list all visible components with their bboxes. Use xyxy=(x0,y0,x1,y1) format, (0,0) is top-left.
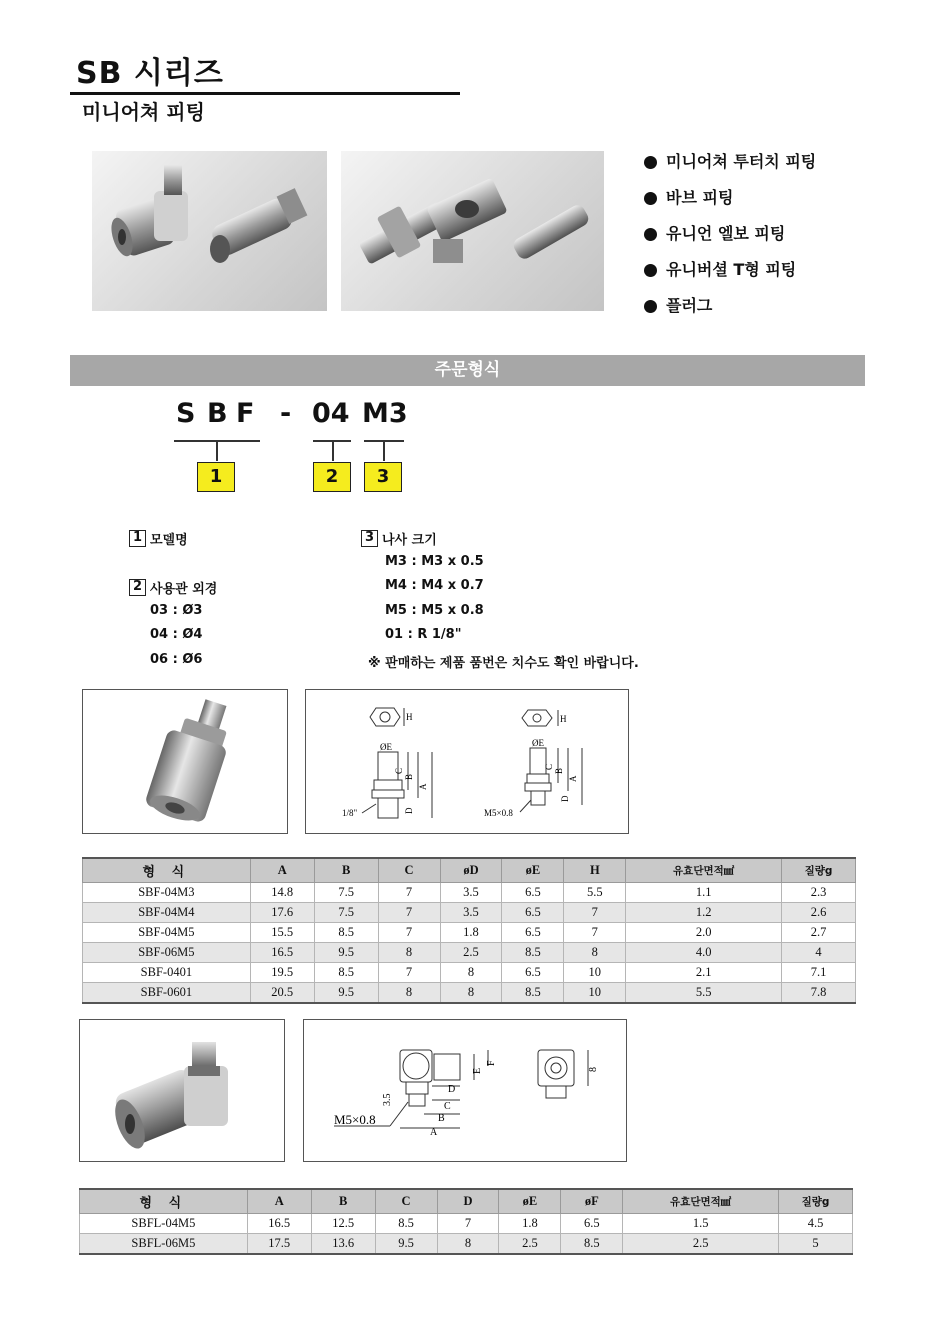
value-cell: 8 xyxy=(437,1234,499,1255)
legend-label: 나사 크기 xyxy=(382,533,437,548)
value-cell: 17.6 xyxy=(250,903,314,923)
dim-label-thread-m5: M5×0.8 xyxy=(484,808,513,818)
value-cell: 17.5 xyxy=(247,1234,311,1255)
code-box-3: 3 xyxy=(364,462,402,492)
legend-num-box: 1 xyxy=(129,530,146,547)
code-char-s: S xyxy=(176,398,196,429)
value-cell: 8.5 xyxy=(375,1214,437,1234)
col-header: 형 식 xyxy=(80,1189,248,1214)
value-cell: 3.5 xyxy=(440,903,502,923)
value-cell: 4.0 xyxy=(626,943,782,963)
value-cell: 15.5 xyxy=(250,923,314,943)
value-cell: 8.5 xyxy=(561,1234,623,1255)
value-cell: 2.1 xyxy=(626,963,782,983)
order-note: ※ 판매하는 제품 품번은 치수도 확인 바랍니다. xyxy=(368,656,639,671)
feature-label: 바브 피팅 xyxy=(666,188,734,207)
value-cell: 7.1 xyxy=(782,963,856,983)
value-cell: 8 xyxy=(564,943,626,963)
col-header: B xyxy=(311,1189,375,1214)
value-cell: 1.8 xyxy=(440,923,502,943)
table-row xyxy=(80,1214,853,1234)
col-header: C xyxy=(378,858,440,883)
code-tube-size: 04 xyxy=(312,398,350,429)
col-header: D xyxy=(437,1189,499,1214)
value-cell: 8 xyxy=(378,943,440,963)
table-row xyxy=(83,883,856,903)
col-header: 유효단면적㎟ xyxy=(626,858,782,883)
value-cell: 1.1 xyxy=(626,883,782,903)
legend-thread xyxy=(361,529,437,548)
model-cell: SBFL-04M5 xyxy=(80,1214,248,1234)
thread-option: M4 : M4 x 0.7 xyxy=(385,578,484,593)
value-cell: 7 xyxy=(378,903,440,923)
feature-item xyxy=(644,144,816,180)
table-row xyxy=(80,1234,853,1255)
value-cell: 4.5 xyxy=(779,1214,853,1234)
value-cell: 13.6 xyxy=(311,1234,375,1255)
dim-label-b2: B xyxy=(554,767,564,774)
feature-item xyxy=(644,180,816,216)
dim-label-c2: C xyxy=(544,763,554,770)
value-cell: 8.5 xyxy=(502,983,564,1004)
dim-label-e2: ØE xyxy=(532,738,544,748)
value-cell: 1.5 xyxy=(623,1214,779,1234)
model-cell: SBF-06M5 xyxy=(83,943,251,963)
value-cell: 2.7 xyxy=(782,923,856,943)
col-header: 형 식 xyxy=(83,858,251,883)
code-dash: - xyxy=(280,398,292,429)
model-cell: SBF-04M5 xyxy=(83,923,251,943)
value-cell: 6.5 xyxy=(502,923,564,943)
dim-label-d2: D xyxy=(560,795,570,802)
col-header: øE xyxy=(499,1189,561,1214)
thread-option: M5 : M5 x 0.8 xyxy=(385,603,484,618)
table-row xyxy=(83,963,856,983)
sbfl-dimension-drawing xyxy=(303,1019,627,1162)
bullet-icon xyxy=(644,300,657,313)
dim-label-35: 3.5 xyxy=(382,1093,393,1106)
dim-label-f: F xyxy=(486,1060,497,1066)
legend-model xyxy=(129,529,188,548)
bullet-icon xyxy=(644,228,657,241)
dim-label-8: 8 xyxy=(588,1067,599,1072)
value-cell: 1.2 xyxy=(626,903,782,923)
title-underline xyxy=(70,92,460,95)
value-cell: 10 xyxy=(564,963,626,983)
sbf-dimension-drawing xyxy=(305,689,629,834)
tube-option: 03 : Ø3 xyxy=(150,603,203,618)
bullet-icon xyxy=(644,156,657,169)
value-cell: 7 xyxy=(378,923,440,943)
value-cell: 12.5 xyxy=(311,1214,375,1234)
product-photo-elbow-barb xyxy=(92,151,327,311)
value-cell: 7 xyxy=(378,883,440,903)
product-photo-union-tee-barb xyxy=(341,151,604,311)
model-cell: SBF-04M4 xyxy=(83,903,251,923)
table-row xyxy=(83,923,856,943)
spec-table-sbfl xyxy=(79,1188,853,1255)
value-cell: 2.0 xyxy=(626,923,782,943)
model-cell: SBF-0601 xyxy=(83,983,251,1004)
col-header: øF xyxy=(561,1189,623,1214)
value-cell: 19.5 xyxy=(250,963,314,983)
feature-item xyxy=(644,288,816,324)
col-header: C xyxy=(375,1189,437,1214)
legend-num-box: 3 xyxy=(361,530,378,547)
value-cell: 9.5 xyxy=(314,943,378,963)
spec-table-sbf xyxy=(82,857,856,1004)
dim-label-thread-m5: M5×0.8 xyxy=(334,1112,376,1127)
dim-label-b: B xyxy=(438,1113,445,1124)
value-cell: 7 xyxy=(378,963,440,983)
col-header: A xyxy=(247,1189,311,1214)
code-thread: M3 xyxy=(362,398,408,429)
value-cell: 14.8 xyxy=(250,883,314,903)
order-format-bar: 주문형식 xyxy=(70,355,865,386)
value-cell: 8.5 xyxy=(502,943,564,963)
feature-label: 유니버셜 T형 피팅 xyxy=(666,260,797,279)
value-cell: 10 xyxy=(564,983,626,1004)
value-cell: 7.5 xyxy=(314,883,378,903)
value-cell: 3.5 xyxy=(440,883,502,903)
code-box-2: 2 xyxy=(313,462,351,492)
value-cell: 2.5 xyxy=(623,1234,779,1255)
model-cell: SBF-0401 xyxy=(83,963,251,983)
page-subtitle: 미니어쳐 피팅 xyxy=(82,100,205,124)
table-row xyxy=(83,983,856,1004)
connector-2 xyxy=(332,440,334,461)
code-char-f: F xyxy=(236,398,255,429)
dim-label-c: C xyxy=(444,1101,451,1112)
bullet-icon xyxy=(644,192,657,205)
value-cell: 5.5 xyxy=(564,883,626,903)
value-cell: 20.5 xyxy=(250,983,314,1004)
col-header: B xyxy=(314,858,378,883)
dim-label-a2: A xyxy=(568,775,578,782)
value-cell: 4 xyxy=(782,943,856,963)
col-header: 유효단면적㎟ xyxy=(623,1189,779,1214)
dim-label-h: H xyxy=(406,712,413,722)
legend-label: 사용관 외경 xyxy=(150,582,218,597)
value-cell: 6.5 xyxy=(502,963,564,983)
dim-label-thread-18: 1/8" xyxy=(342,808,358,818)
value-cell: 6.5 xyxy=(502,903,564,923)
connector-3 xyxy=(383,440,385,461)
thread-option: 01 : R 1/8" xyxy=(385,627,462,642)
value-cell: 5.5 xyxy=(626,983,782,1004)
value-cell: 9.5 xyxy=(375,1234,437,1255)
col-header: øD xyxy=(440,858,502,883)
feature-label: 미니어쳐 투터치 피팅 xyxy=(666,152,817,171)
code-box-1: 1 xyxy=(197,462,235,492)
code-char-b: B xyxy=(207,398,228,429)
dim-label-h2: H xyxy=(560,714,567,724)
value-cell: 8.5 xyxy=(314,923,378,943)
value-cell: 7 xyxy=(564,903,626,923)
value-cell: 16.5 xyxy=(247,1214,311,1234)
legend-tube xyxy=(129,578,217,597)
dim-label-e: E xyxy=(472,1067,483,1074)
feature-list xyxy=(644,144,816,324)
value-cell: 2.6 xyxy=(782,903,856,923)
feature-item xyxy=(644,252,816,288)
model-cell: SBFL-06M5 xyxy=(80,1234,248,1255)
table-header-row xyxy=(80,1189,853,1214)
value-cell: 6.5 xyxy=(502,883,564,903)
value-cell: 9.5 xyxy=(314,983,378,1004)
page-title: SB 시리즈 xyxy=(76,56,224,91)
value-cell: 1.8 xyxy=(499,1214,561,1234)
sbf-photo xyxy=(82,689,288,834)
col-header: A xyxy=(250,858,314,883)
bullet-icon xyxy=(644,264,657,277)
value-cell: 7 xyxy=(564,923,626,943)
value-cell: 8 xyxy=(440,983,502,1004)
legend-label: 모델명 xyxy=(150,533,188,548)
col-header: H xyxy=(564,858,626,883)
legend-num-box: 2 xyxy=(129,579,146,596)
tube-option: 06 : Ø6 xyxy=(150,652,203,667)
table-row xyxy=(83,943,856,963)
value-cell: 16.5 xyxy=(250,943,314,963)
value-cell: 2.3 xyxy=(782,883,856,903)
dim-label-a: A xyxy=(418,783,428,790)
value-cell: 8 xyxy=(378,983,440,1004)
value-cell: 5 xyxy=(779,1234,853,1255)
dim-label-e: ØE xyxy=(380,742,392,752)
value-cell: 7 xyxy=(437,1214,499,1234)
sbfl-photo xyxy=(79,1019,285,1162)
dim-label-b: B xyxy=(404,773,414,780)
col-header: 질량g xyxy=(782,858,856,883)
value-cell: 8 xyxy=(440,963,502,983)
feature-label: 플러그 xyxy=(666,296,713,315)
value-cell: 2.5 xyxy=(440,943,502,963)
value-cell: 7.5 xyxy=(314,903,378,923)
col-header: øE xyxy=(502,858,564,883)
thread-option: M3 : M3 x 0.5 xyxy=(385,554,484,569)
value-cell: 7.8 xyxy=(782,983,856,1004)
table-header-row xyxy=(83,858,856,883)
value-cell: 8.5 xyxy=(314,963,378,983)
feature-label: 유니언 엘보 피팅 xyxy=(666,224,786,243)
tube-option: 04 : Ø4 xyxy=(150,627,203,642)
value-cell: 2.5 xyxy=(499,1234,561,1255)
value-cell: 6.5 xyxy=(561,1214,623,1234)
dim-label-a: A xyxy=(430,1127,438,1138)
col-header: 질량g xyxy=(779,1189,853,1214)
table-row xyxy=(83,903,856,923)
feature-item xyxy=(644,216,816,252)
dim-label-d: D xyxy=(404,807,414,814)
connector-1 xyxy=(216,440,218,461)
model-cell: SBF-04M3 xyxy=(83,883,251,903)
dim-label-d: D xyxy=(448,1084,456,1095)
dim-label-c: C xyxy=(394,767,404,774)
